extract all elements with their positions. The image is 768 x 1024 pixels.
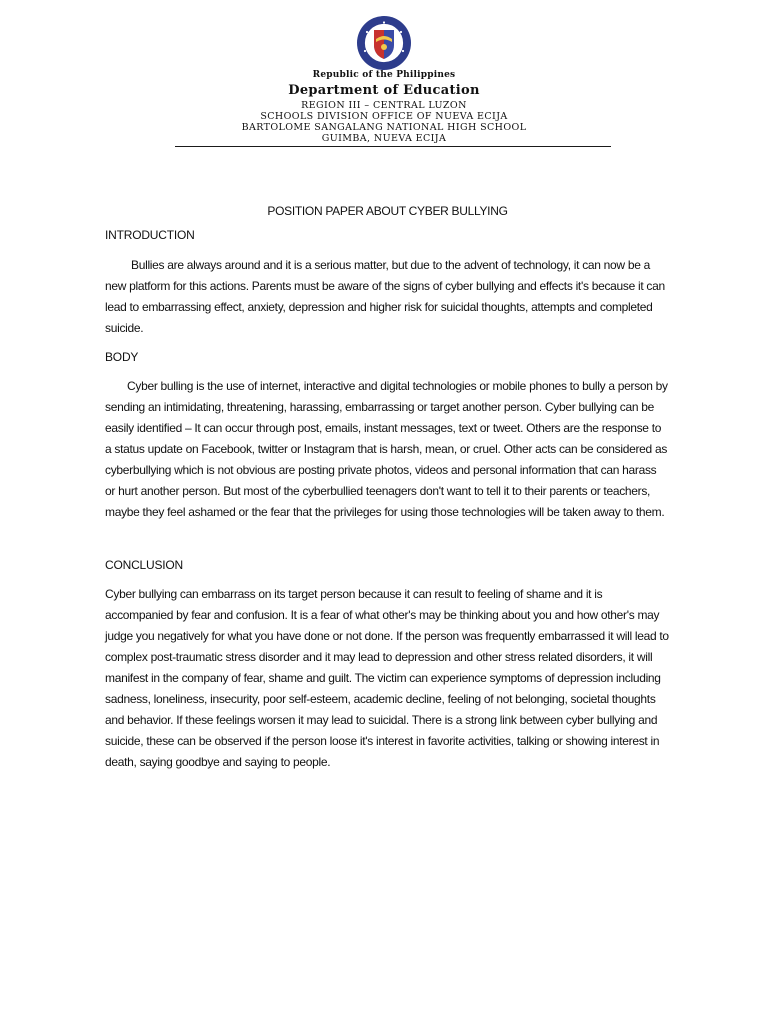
- department-name: Department of Education: [288, 83, 480, 98]
- section-body-body: Cyber bulling is the use of internet, interactive and digital technologies or mobile phones to bully a person by sending an intimidating, threatening, harassing, embarrassing or target another person. Cyber bullying can be easily identified – It can occur through post, emails, instant messages, text or tweet. Others are the response to a status update on Facebook, twitter or Instagram that is harsh, mean, or cruel. Other acts can be considered as cyberbullying which is not obvious are posting private photos, videos and personal information that can harass or hurt another person. But most of the cyberbullied teenagers don't want to tell it to their parents or teachers, maybe they feel ashamed or the fear that the privileges for using those technologies will be taken away to them.: [105, 379, 668, 519]
- section-heading-body: BODY: [105, 350, 139, 364]
- section-heading-conclusion: CONCLUSION: [105, 558, 184, 572]
- document-title: POSITION PAPER ABOUT CYBER BULLYING: [267, 204, 508, 218]
- region-line: REGION III – CENTRAL LUZON: [301, 100, 467, 111]
- deped-seal-logo: [356, 15, 412, 71]
- division-line: SCHOOLS DIVISION OFFICE OF NUEVA ECIJA: [260, 111, 508, 122]
- section-body-conclusion: Cyber bullying can embarrass on its target person because it can result to feeling of shame and it is accompanied by fear and confusion. It is a fear of what other's may be thinking about you and how other's may judge you negatively for what you have done or not done. If the person was frequently embarrassed it will lead to complex post-traumatic stress disorder and it may lead to depression and other stress related disorders, it will manifest in the company of fear, shame and guilt. The victim can experience symptoms of depression including sadness, loneliness, insecurity, poor self-esteem, academic decline, feeling of not belonging, societal thoughts and behavior. If these feelings worsen it may lead to suicidal. There is a strong link between cyber bullying and suicide, these can be observed if the person loose it's interest in favorite activities, talking or showing interest in death, saying goodbye and saying to people.: [105, 587, 669, 769]
- section-heading-introduction: INTRODUCTION: [105, 228, 195, 242]
- school-name: BARTOLOME SANGALANG NATIONAL HIGH SCHOOL: [241, 122, 527, 133]
- header-divider: [175, 146, 611, 147]
- section-body-introduction: Bullies are always around and it is a serious matter, but due to the advent of technology, it can now be a new platform for this actions. Parents must be aware of the signs of cyber bullying and effects it's because it can lead to embarrassing effect, anxiety, depression and higher risk for suicidal thoughts, attempts and completed suicide.: [105, 258, 665, 335]
- republic-line: Republic of the Philippines: [312, 70, 456, 80]
- school-location: GUIMBA, NUEVA ECIJA: [321, 133, 447, 144]
